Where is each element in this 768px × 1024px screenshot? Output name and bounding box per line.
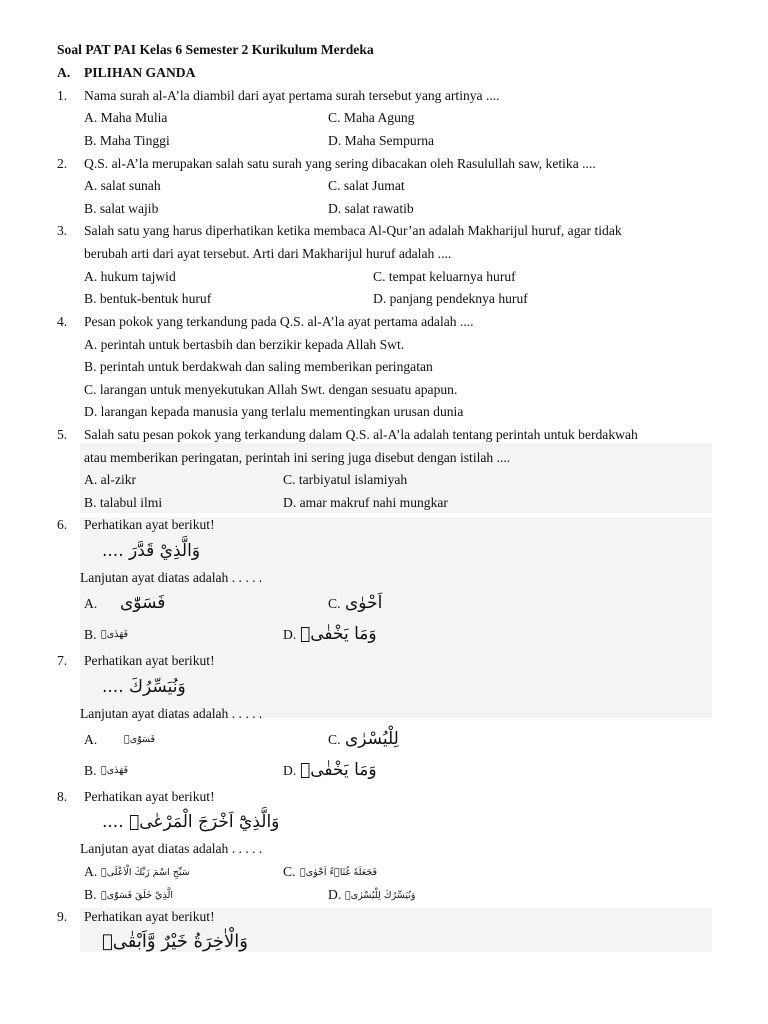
option-b[interactable]: B.	[84, 627, 97, 642]
option-d[interactable]: D.	[328, 887, 342, 902]
question-number: 3.	[57, 223, 68, 238]
question-text-line-1: Salah satu pesan pokok yang terkandung dalam Q.S. al-A’la adalah tentang perintah untuk berdakwah	[84, 427, 638, 442]
question-number: 7.	[57, 653, 68, 668]
option-c[interactable]: C.	[283, 864, 296, 879]
option-d[interactable]: D.	[283, 763, 297, 778]
document-title: Soal PAT PAI Kelas 6 Semester 2 Kurikulum Merdeka	[57, 42, 374, 57]
option-d[interactable]: D. panjang pendeknya huruf	[373, 291, 528, 306]
question-text: Perhatikan ayat berikut!	[84, 517, 215, 532]
question-text: Q.S. al-A’la merupakan salah satu surah yang sering dibacakan oleh Rasulullah saw, ketika ....	[84, 156, 596, 171]
option-a[interactable]: A.	[84, 732, 98, 747]
question-text: Nama surah al-A’la diambil dari ayat pertama surah tersebut yang artinya ....	[84, 88, 500, 103]
option-a[interactable]: A.	[84, 596, 98, 611]
option-b-arabic: فَهَدٰىۖ	[101, 765, 129, 776]
option-b[interactable]: B. salat wajib	[84, 201, 159, 216]
question-text: Pesan pokok yang terkandung pada Q.S. al-A’la ayat pertama adalah ....	[84, 314, 474, 329]
option-a[interactable]: A. Maha Mulia	[84, 110, 168, 125]
ayah-arabic: وَالْاٰخِرَةُ خَيْرٌ وَّاَبْقٰىۗ	[102, 931, 248, 952]
question-number: 6.	[57, 517, 68, 532]
ayah-arabic: وَالَّذِيْٓ اَخْرَجَ الْمَرْعٰىۖ ....	[102, 812, 280, 832]
option-d[interactable]: D. larangan kepada manusia yang terlalu mementingkan urusan dunia	[84, 404, 464, 419]
option-b-arabic: فَهَدٰىۖ	[101, 629, 129, 640]
option-d-arabic: وَمَا يَخْفٰىۗ	[300, 760, 377, 780]
question-text: Perhatikan ayat berikut!	[84, 789, 215, 804]
question-number: 4.	[57, 314, 68, 329]
option-c[interactable]: C. tempat keluarnya huruf	[373, 269, 516, 284]
option-c[interactable]: C.	[328, 732, 341, 747]
option-d[interactable]: D. salat rawatib	[328, 201, 414, 216]
option-a-arabic: فَسَوّٰىۖ	[124, 734, 156, 745]
option-b[interactable]: B. Maha Tinggi	[84, 133, 170, 148]
option-a[interactable]: A. al-zikr	[84, 472, 137, 487]
option-c-arabic: اَحْوٰى	[345, 593, 383, 613]
question-text: Perhatikan ayat berikut!	[84, 909, 215, 924]
option-a[interactable]: A. salat sunah	[84, 178, 161, 193]
question-text-line-2: berubah arti dari ayat tersebut. Arti dari Makharijul huruf adalah ....	[84, 246, 452, 261]
section-letter: A.	[57, 65, 71, 80]
option-a-arabic: فَسَوّٰى	[120, 593, 166, 613]
question-text-line-2: atau memberikan peringatan, perintah ini sering juga disebut dengan istilah ....	[84, 450, 511, 465]
option-b[interactable]: B.	[84, 887, 97, 902]
option-c[interactable]: C.	[328, 596, 341, 611]
option-c[interactable]: C. larangan untuk menyekutukan Allah Swt. dengan sesuatu apapun.	[84, 382, 458, 397]
option-b[interactable]: B. bentuk-bentuk huruf	[84, 291, 212, 306]
ayah-arabic: وَنُيَسِّرُكَ ....	[102, 677, 186, 697]
option-c-arabic: فَجَعَلَهٗ غُثَاۤءً اَحْوٰىۗ	[300, 867, 377, 878]
option-a[interactable]: A.	[84, 864, 98, 879]
option-a[interactable]: A. hukum tajwid	[84, 269, 176, 284]
continuation-prompt: Lanjutan ayat diatas adalah . . . . .	[80, 570, 263, 585]
option-d-arabic: وَنُيَسِّرُكَ لِلْيُسْرٰىۖ	[345, 890, 416, 901]
option-c[interactable]: C. tarbiyatul islamiyah	[283, 472, 408, 487]
option-b-arabic: الَّذِيْ خَلَقَ فَسَوّٰىۖ	[101, 890, 173, 901]
question-number: 1.	[57, 88, 68, 103]
option-c[interactable]: C. Maha Agung	[328, 110, 415, 125]
option-b[interactable]: B. talabul ilmi	[84, 495, 163, 510]
continuation-prompt: Lanjutan ayat diatas adalah . . . . .	[80, 706, 263, 721]
option-c-arabic: لِلْيُسْرٰى	[345, 729, 399, 749]
section-heading: PILIHAN GANDA	[84, 65, 196, 80]
question-number: 9.	[57, 909, 68, 924]
question-text-line-1: Salah satu yang harus diperhatikan ketika membaca Al-Qur’an adalah Makharijul huruf, agar tidak	[84, 223, 622, 238]
option-a-arabic: سَبِّحِ اسْمَ رَبِّكَ الْاَعْلَىۙ	[101, 867, 190, 878]
option-d[interactable]: D.	[283, 627, 297, 642]
question-text: Perhatikan ayat berikut!	[84, 653, 215, 668]
option-b[interactable]: B. perintah untuk berdakwah dan saling memberikan peringatan	[84, 359, 433, 374]
continuation-prompt: Lanjutan ayat diatas adalah . . . . .	[80, 841, 263, 856]
ayah-arabic: وَالَّذِيْ قَدَّرَ ....	[102, 541, 201, 561]
option-d[interactable]: D. Maha Sempurna	[328, 133, 435, 148]
question-number: 5.	[57, 427, 68, 442]
option-b[interactable]: B.	[84, 763, 97, 778]
option-d[interactable]: D. amar makruf nahi mungkar	[283, 495, 448, 510]
question-number: 8.	[57, 789, 68, 804]
option-c[interactable]: C. salat Jumat	[328, 178, 405, 193]
question-number: 2.	[57, 156, 68, 171]
option-a[interactable]: A. perintah untuk bertasbih dan berzikir kepada Allah Swt.	[84, 337, 405, 352]
option-d-arabic: وَمَا يَخْفٰىۗ	[300, 624, 377, 644]
